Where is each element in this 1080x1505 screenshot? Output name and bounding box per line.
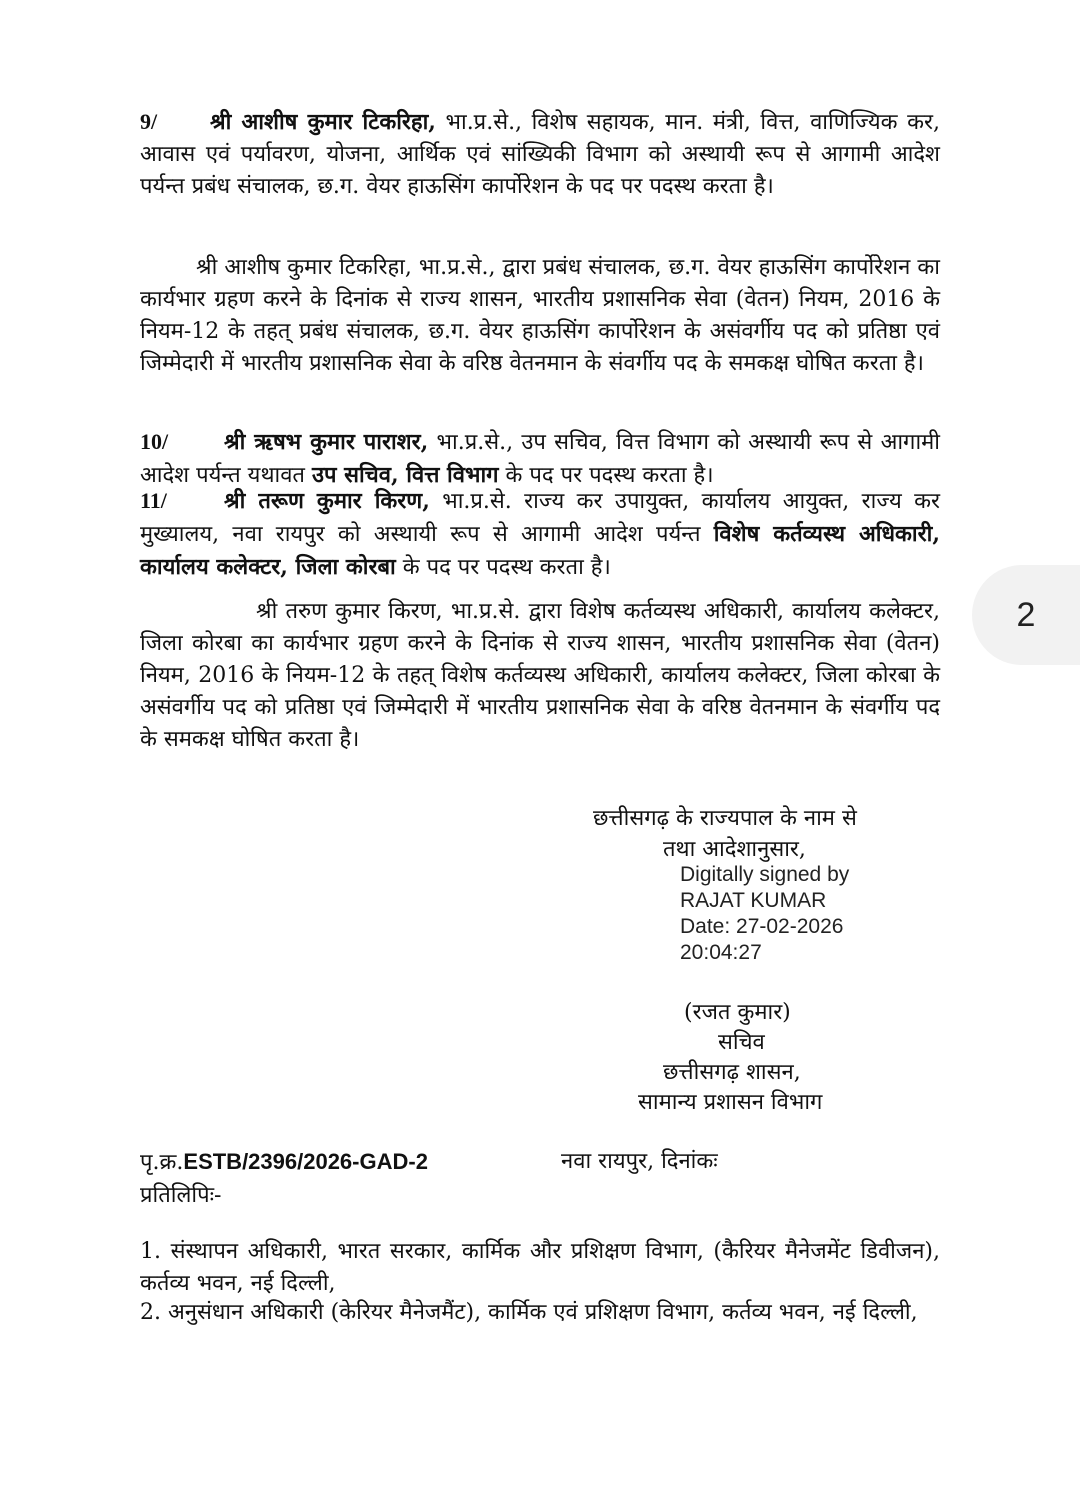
signatory-designation: सचिव bbox=[718, 1030, 765, 1055]
signature-line-2: तथा आदेशानुसार, bbox=[663, 837, 806, 862]
paragraph-text: के पद पर पदस्थ करता है। bbox=[498, 463, 714, 488]
signature-line-1: छत्तीसगढ़ के राज्यपाल के नाम से bbox=[593, 806, 857, 831]
paragraph-text: श्री तरुण कुमार किरण, भा.प्र.से. द्वारा विशेष कर्तव्यस्थ अधिकारी, कार्यालय कलेक्टर, जिला कोरबा का कार्यभार ग्रहण करने के दिनांक से राज्य शासन, भारतीय प्रशासनिक सेवा (वेतन) नियम, 2016 के नियम-12 के तहत् विशेष कर्तव्यस्थ अधिकारी, कार्यालय कलेक्टर, जिला कोरबा के असंवर्गीय पद को प्रतिष्ठा एवं जिम्मेदारी में भारतीय प्रशासनिक सेवा के वरिष्ठ वेतनमान के संवर्गीय पद के समकक्ष घोषित करता है। bbox=[140, 599, 940, 752]
paragraph-text: भा.प्र.से. राज्य कर उपायुक्त, कार्यालय आयुक्त, राज्य कर मुख्यालय, नवा रायपुर को अस्थायी रूप से आगामी आदेश पर्यन्त bbox=[140, 489, 940, 547]
signatory-name: (रजत कुमार) bbox=[684, 1000, 791, 1025]
paragraph-11 bbox=[140, 485, 940, 584]
paragraph-text: श्री आशीष कुमार टिकरिहा, भा.प्र.से., द्वारा प्रबंध संचालक, छ.ग. वेयर हाऊसिंग कार्पोरेशन का कार्यभार ग्रहण करने के दिनांक से राज्य शासन, भारतीय प्रशासनिक सेवा (वेतन) नियम, 2016 के नियम-12 के तहत् प्रबंध संचालक, छ.ग. वेयर हाऊसिंग कार्पोरेशन के असंवर्गीय पद को प्रतिष्ठा एवं जिम्मेदारी में भारतीय प्रशासनिक सेवा के वरिष्ठ वेतनमान के संवर्गीय पद के समकक्ष घोषित करता है। bbox=[140, 255, 940, 376]
paragraph-text: भा.प्र.से., उप सचिव, वित्त विभाग को अस्थायी रूप से आगामी आदेश पर्यन्त यथावत bbox=[140, 430, 940, 488]
paragraph-text: के पद पर पदस्थ करता है। bbox=[395, 555, 611, 580]
digital-signature bbox=[680, 862, 849, 966]
officer-name: श्री आशीष कुमार टिकरिहा, bbox=[210, 109, 436, 135]
reference-code: ESTB/2396/2026-GAD-2 bbox=[183, 1149, 428, 1174]
signatory-department: सामान्य प्रशासन विभाग bbox=[638, 1090, 823, 1115]
copy-label: प्रतिलिपिः- bbox=[140, 1183, 222, 1208]
digital-signature-line: Date: 27-02-2026 bbox=[680, 915, 844, 938]
paragraph-text: भा.प्र.से., विशेष सहायक, मान. मंत्री, वित्त, वाणिज्यिक कर, आवास एवं पर्यावरण, योजना, आर्थिक एवं सांख्यिकी विभाग को अस्थायी रूप से आगामी आदेश पर्यन्त प्रबंध संचालक, छ.ग. वेयर हाऊसिंग कार्पोरेशन के पद पर पदस्थ करता है। bbox=[140, 110, 940, 199]
digital-signature-line: 20:04:27 bbox=[680, 941, 762, 964]
posting-title: विशेष कर्तव्यस्थ अधिकारी, कार्यालय कलेक्टर, जिला कोरबा bbox=[140, 521, 940, 580]
paragraph-10 bbox=[140, 426, 940, 492]
digital-signature-line: RAJAT KUMAR bbox=[680, 889, 827, 912]
paragraph-9-declaration bbox=[140, 252, 940, 380]
paragraph-11-declaration bbox=[140, 596, 940, 756]
reference-prefix: पृ.क्र. bbox=[140, 1150, 184, 1175]
posting-title: उप सचिव, वित्त विभाग bbox=[311, 462, 499, 488]
page-number-badge bbox=[972, 565, 1080, 665]
paragraph-9 bbox=[140, 106, 940, 203]
officer-name: श्री ऋषभ कुमार पाराशर, bbox=[224, 429, 429, 455]
copy-item-2: 2. अनुसंधान अधिकारी (केरियर मैनेजमैंट), कार्मिक एवं प्रशिक्षण विभाग, कर्तव्य भवन, नई दिल्ली, bbox=[140, 1300, 918, 1325]
place-date: नवा रायपुर, दिनांकः bbox=[561, 1149, 718, 1174]
officer-name: श्री तरूण कुमार किरण, bbox=[224, 488, 430, 514]
digital-signature-line: Digitally signed by bbox=[680, 863, 850, 886]
copy-item-1: 1. संस्थापन अधिकारी, भारत सरकार, कार्मिक और प्रशिक्षण विभाग, (कैरियर मैनेजमेंट डिवीजन), कर्तव्य भवन, नई दिल्ली, bbox=[140, 1239, 940, 1296]
page-number: 2 bbox=[1016, 595, 1036, 634]
item-number: 9/ bbox=[140, 109, 158, 134]
item-number: 11/ bbox=[140, 488, 167, 513]
signatory-government: छत्तीसगढ़ शासन, bbox=[663, 1060, 801, 1085]
reference-number bbox=[140, 1146, 428, 1179]
item-number: 10/ bbox=[140, 429, 169, 454]
